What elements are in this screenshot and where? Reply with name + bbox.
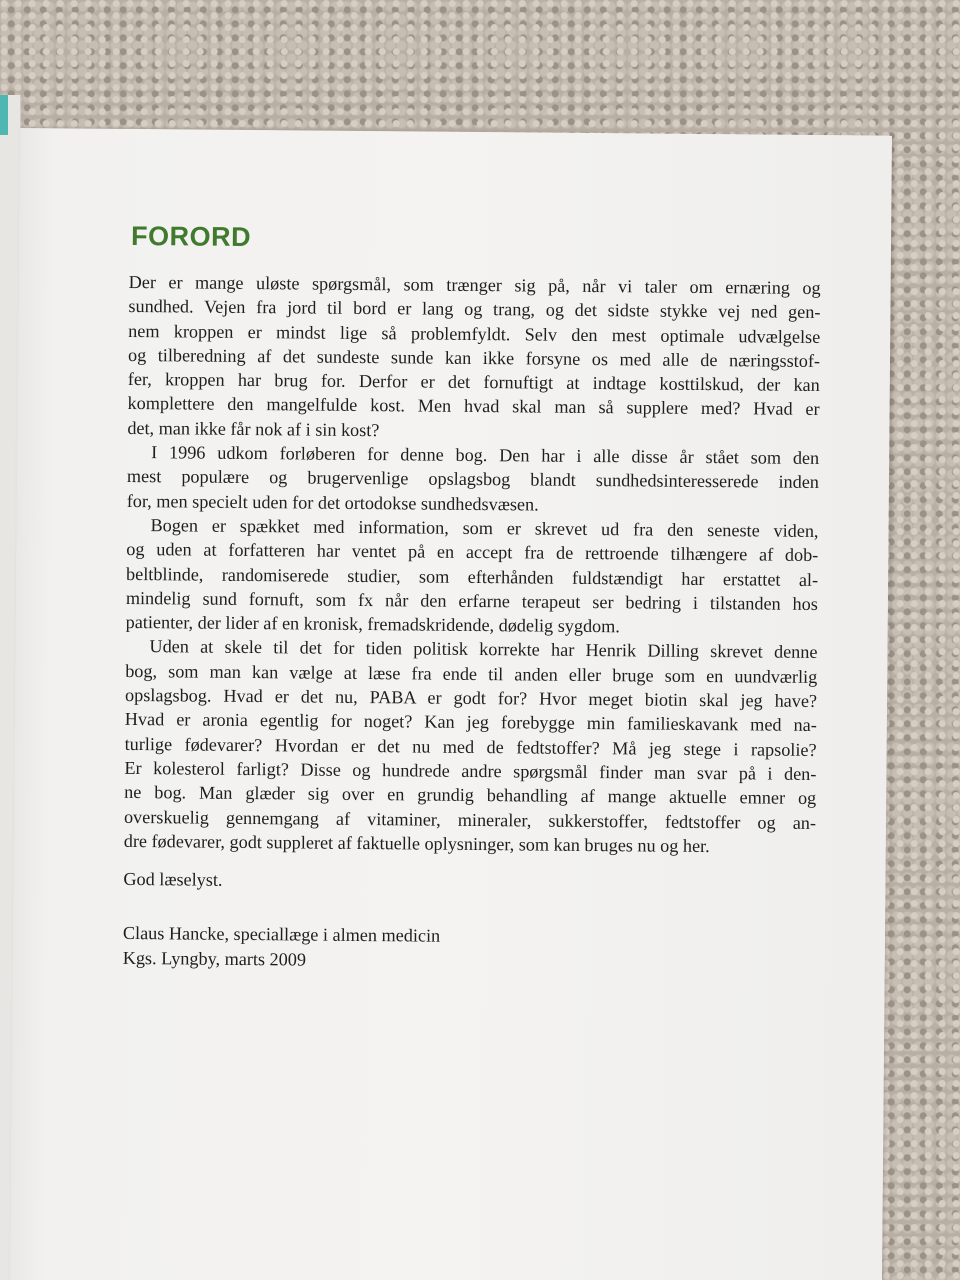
- text-line: det, man ikke får nok af i sin kost?: [127, 417, 380, 440]
- text-line: Uden at skele til det for tiden politisk korrekte har Henrik Dilling skrevet denne: [149, 636, 818, 663]
- text-line: mest populære og brugervenlige opslagsbog blandt sundhedsinteresserede inden: [126, 466, 820, 493]
- text-line: fer, kroppen har brug for. Derfor er det fornuftigt at indtage kosttilskud, der kan: [127, 369, 820, 396]
- signature-name: Claus Hancke, speciallæge i almen medicin: [122, 923, 441, 947]
- text-line: nem kroppen er mindst lige så problemfyldt. Selv den mest optimale udvælgelse: [128, 320, 821, 347]
- text-line: og uden at forfatteren har ventet på en accept fra de rettroende tilhængere af dob-: [126, 539, 819, 566]
- text-line: komplettere den mangelfulde kost. Men hvad skal man så supplere med? Hvad er: [127, 393, 820, 420]
- text-line: patienter, der lider af en kronisk, fremadskridende, dødelig sygdom.: [125, 612, 620, 637]
- text-line: Der er mange uløste spørgsmål, som trænger sig på, når vi taler om ernæring og: [128, 271, 821, 298]
- text-line: dre fødevarer, godt suppleret af faktuelle oplysninger, som kan bruges nu og her.: [123, 830, 710, 856]
- text-line: turlige fødevarer? Hvordan er det nu med de fedtstoffer? Må jeg stege i rapsolie?: [124, 733, 817, 760]
- signature: [123, 921, 815, 976]
- text-line: beltblinde, randomiserede studier, som efterhånden fuldstændigt har erstattet al-: [126, 563, 819, 590]
- signature-place-date: Kgs. Lyngby, marts 2009: [122, 947, 307, 970]
- text-line: bog, som man kan vælge at læse fra ende til anden eller bruge som en uundværlig: [125, 660, 818, 687]
- book-cover-edge: [0, 95, 8, 135]
- text-line: overskuelig gennemgang af vitaminer, mineraler, sukkerstoffer, fedtstoffer og an-: [123, 806, 817, 833]
- greeting: God læselyst.: [123, 869, 223, 890]
- paragraph-3: [126, 513, 819, 641]
- book-page: [10, 128, 892, 1280]
- text-line: opslagsbog. Hvad er det nu, PABA er godt for? Hvor meget biotin skal jeg have?: [124, 684, 818, 712]
- text-line: I 1996 udkom forløberen for denne bog. Den har i alle disse år stået som den: [151, 442, 820, 469]
- text-line: ne bog. Man glæder sig over en grundig behandling af mange aktuelle emner og: [124, 782, 817, 809]
- paragraph-2: [127, 440, 820, 519]
- text-line: sundhed. Vejen fra jord til bord er lang og trang, og det sidste stykke vej ned gen-: [128, 296, 821, 323]
- text-line: mindelig sund fornuft, som fx når den erfarne terapeut ser bedring i tilstanden hos: [125, 587, 818, 614]
- paragraph-4: [124, 634, 818, 859]
- page-heading: FORORD: [130, 220, 252, 253]
- text-line: Hvad er aronia egentlig for noget? Kan jeg forebygge min familieskavank med na-: [124, 709, 817, 736]
- page-content: [123, 221, 822, 976]
- text-line: og tilberedning af det sundeste sunde kan ikke forsyne os med alle de næringsstof-: [127, 344, 821, 371]
- text-line: for, men specielt uden for det ortodokse sundhedsvæsen.: [126, 490, 539, 515]
- text-line: Bogen er spækket med information, som er skrevet ud fra den seneste viden,: [150, 515, 819, 541]
- text-line: Er kolesterol farligt? Disse og hundrede andre spørgsmål finder man svar på i den-: [124, 757, 817, 784]
- paragraph-1: [127, 270, 820, 446]
